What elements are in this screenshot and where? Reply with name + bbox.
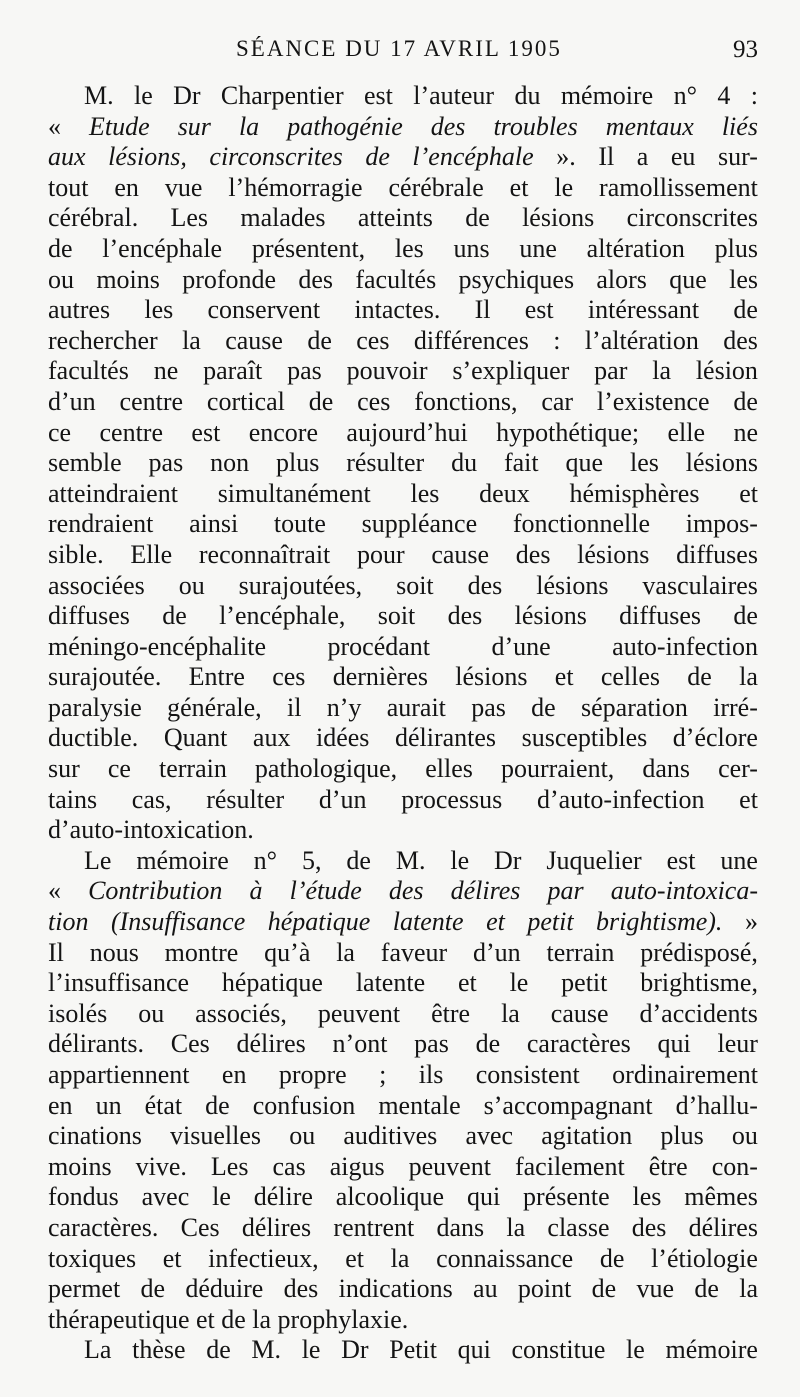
- page-number: 93: [733, 36, 758, 63]
- text-line: appartiennent en propre ; ils consistent ordinairement: [48, 1060, 758, 1089]
- text-line: tion (Insuffisance hépatique latente et petit brightisme). »: [48, 907, 758, 937]
- text-line: permet de déduire des indications au point de vue de la: [48, 1274, 758, 1304]
- page-header: [48, 28, 758, 68]
- text-line: sur ce terrain pathologique, elles pourraient, dans cer-: [48, 754, 758, 784]
- text-line: La thèse de M. le Dr Petit qui constitue le mémoire: [84, 1335, 758, 1365]
- text-line: rendraient ainsi toute suppléance fonctionnelle impos-: [48, 509, 758, 539]
- text-line: « Etude sur la pathogénie des troubles mentaux liés: [48, 111, 758, 141]
- text-line: ou moins profonde des facultés psychiques alors que les: [48, 264, 758, 294]
- text-line: associées ou surajoutées, soit des lésions vasculaires: [48, 570, 758, 600]
- text-line: atteindraient simultanément les deux hémisphères et: [48, 478, 758, 508]
- text-line: isolés ou associés, peuvent être la cause d’accidents: [48, 998, 758, 1028]
- text-line: M. le Dr Charpentier est l’auteur du mémoire n° 4 :: [84, 81, 758, 110]
- text-line: d’un centre cortical de ces fonctions, car l’existence de: [48, 386, 758, 416]
- text-line: cinations visuelles ou auditives avec agitation plus ou: [48, 1121, 758, 1151]
- text-line: toxiques et infectieux, et la connaissance de l’étiologie: [48, 1243, 758, 1273]
- text-line: semble pas non plus résulter du fait que les lésions: [48, 448, 758, 478]
- text-line: ce centre est encore aujourd’hui hypothétique; elle ne: [48, 417, 758, 447]
- text-line: d’auto-intoxication.: [48, 815, 254, 845]
- text-line: l’insuffisance hépatique latente et le petit brightisme,: [48, 968, 758, 998]
- text-line: délirants. Ces délires n’ont pas de caractères qui leur: [48, 1029, 758, 1059]
- text-line: tout en vue l’hémorragie cérébrale et le ramollissement: [48, 172, 758, 202]
- text-line: en un état de confusion mentale s’accompagnant d’hallu-: [48, 1090, 758, 1120]
- running-head: SÉANCE DU 17 AVRIL 1905: [236, 36, 562, 61]
- text-line: fondus avec le délire alcoolique qui présente les mêmes: [48, 1182, 758, 1212]
- text-line: paralysie générale, il n’y aurait pas de séparation irré-: [48, 692, 758, 722]
- text-line: facultés ne paraît pas pouvoir s’expliquer par la lésion: [48, 356, 758, 386]
- text-line: autres les conservent intactes. Il est intéressant de: [48, 295, 758, 325]
- text-line: Il nous montre qu’à la faveur d’un terrain prédisposé,: [48, 937, 758, 967]
- text-line: ductible. Quant aux idées délirantes susceptibles d’éclore: [48, 723, 758, 753]
- text-line: Le mémoire n° 5, de M. le Dr Juquelier est une: [84, 845, 758, 875]
- text-line: aux lésions, circonscrites de l’encéphale ». Il a eu sur-: [48, 142, 758, 172]
- text-line: thérapeutique et de la prophylaxie.: [48, 1304, 409, 1334]
- text-line: tains cas, résulter d’un processus d’auto-infection et: [48, 784, 758, 814]
- text-line: sible. Elle reconnaîtrait pour cause des lésions diffuses: [48, 539, 758, 569]
- text-line: « Contribution à l’étude des délires par auto-intoxica-: [48, 876, 758, 906]
- text-line: moins vive. Les cas aigus peuvent facilement être con-: [48, 1151, 758, 1181]
- text-line: cérébral. Les malades atteints de lésions circonscrites: [48, 203, 758, 233]
- text-line: de l’encéphale présentent, les uns une altération plus: [48, 233, 758, 263]
- body-text: [48, 81, 758, 1366]
- text-line: diffuses de l’encéphale, soit des lésions diffuses de: [48, 601, 758, 631]
- text-line: surajoutée. Entre ces dernières lésions et celles de la: [48, 662, 758, 692]
- text-line: caractères. Ces délires rentrent dans la classe des délires: [48, 1212, 758, 1242]
- text-line: méningo-encéphalite procédant d’une auto-infection: [48, 631, 758, 661]
- text-line: rechercher la cause de ces différences : l’altération des: [48, 325, 758, 355]
